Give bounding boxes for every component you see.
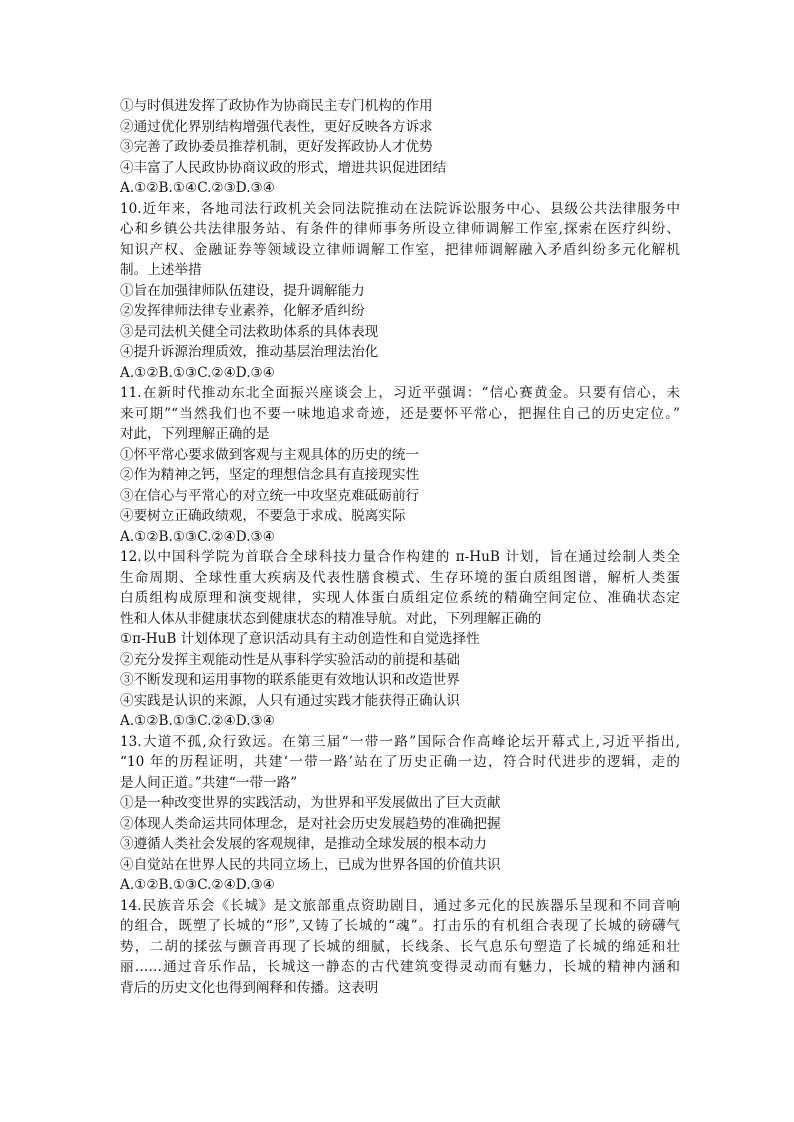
question-stem-line: 性和人体从非健康状态到健康状态的精准导航。对此，下列理解正确的: [120, 610, 542, 627]
question-stem-line: 势，二胡的揉弦与颤音再现了长城的细腻，长线条、长气息乐句塑造了长城的绵延和壮: [120, 938, 680, 955]
question-stem-line: 知识产权、金融证券等领域设立律师调解工作室，把律师调解融入矛盾纠纷多元化解机: [120, 241, 680, 258]
option: ②通过优化界别结构增强代表性，更好反映各方诉求: [120, 118, 433, 135]
question-12: [120, 547, 680, 732]
question-stem-line: 13.大道不孤,众行致远。在第三届“一带一路”国际合作高峰论坛开幕式上,习近平指出,: [120, 733, 680, 750]
option: ②充分发挥主观能动性是从事科学实验活动的前提和基础: [120, 651, 460, 668]
question-stem-line: 对此，下列理解正确的是: [120, 426, 270, 442]
option: ①旨在加强律师队伍建设，提升调解能力: [120, 282, 365, 299]
question-stem-line: 心和乡镇公共法律服务站、有条件的律师事务所设立律师调解工作室,探索在医疗纠纷、: [120, 221, 680, 237]
option: ③不断发现和运用事物的联系能更有效地认识和改造世界: [120, 672, 460, 688]
question-stem-line: 背后的历史文化也得到阐释和传播。这表明: [120, 979, 379, 996]
answer-choices: A.①②B.①③C.②④D.③④: [120, 713, 275, 729]
option: ③完善了政协委员推荐机制，更好发挥政协人才优势: [120, 139, 433, 155]
option: ④丰富了人民政协协商议政的形式，增进共识促进团结: [120, 159, 447, 176]
option: ②发挥律师法律专业素养，化解矛盾纠纷: [120, 303, 365, 319]
answer-choices: A.①②B.①③C.②④D.③④: [120, 528, 275, 545]
question-stem-line: 是人间正道。”共建“一带一路”: [120, 774, 298, 791]
question-stem-line: 制。上述举措: [120, 262, 202, 278]
exam-page: [120, 96, 680, 998]
option: ①是一种改变世界的实践活动，为世界和平发展做出了巨大贡献: [120, 795, 501, 811]
option: ③是司法机关健全司法救助体系的具体表现: [120, 323, 379, 340]
option: ③在信心与平常心的对立统一中攻坚克难砥砺前行: [120, 487, 420, 504]
question-10: [120, 199, 680, 384]
question-stem-line: 生命周期、全球性重大疾病及代表性膳食模式、生存环境的蛋白质组图谱，解析人类蛋: [120, 569, 680, 586]
question-stem-line: 来可期”“当然我们也不要一味地追求奇迹，还是要怀平常心，把握住自己的历史定位。”: [120, 405, 680, 422]
question-stem-line: “10 年的历程证明，共建‘一带一路’站在了历史正确一边，符合时代进步的逻辑，走的: [120, 754, 680, 770]
question-stem-line: 11.在新时代推动东北全面振兴座谈会上，习近平强调：“信心赛黄金。只要有信心，未: [120, 385, 680, 401]
option: ②作为精神之钙，坚定的理想信念具有直接现实性: [120, 467, 420, 483]
question-11: [120, 383, 680, 547]
question-stem-line: 的组合，既塑了长城的“形”,又铸了长城的“魂”。打击乐的有机组合表现了长城的磅礴气: [120, 918, 680, 934]
option: ③遵循人类社会发展的客观规律，是推动全球发展的根本动力: [120, 836, 488, 852]
question-stem-line: 丽……通过音乐作品，长城这一静态的古代建筑变得灵动而有魅力，长城的精神内涵和: [120, 959, 680, 975]
option: ④要树立正确政绩观，不要急于求成、脱离实际: [120, 508, 406, 524]
question-stem-line: 10.近年来，各地司法行政机关会同法院推动在法院诉讼服务中心、县级公共法律服务中: [120, 200, 680, 217]
option: ④提升诉源治理质效，推动基层治理法治化: [120, 344, 379, 360]
question-stem-line: 12.以中国科学院为首联合全球科技力量合作构建的 π-HuB 计划，旨在通过绘制人类全: [120, 549, 680, 565]
question-stem-line: 白质组构成原理和演变规律，实现人体蛋白质组定位系统的精确空间定位、准确状态定: [120, 590, 680, 606]
question-9-options: [120, 96, 680, 178]
option: ②体现人类命运共同体理念，是对社会历史发展趋势的准确把握: [120, 815, 501, 832]
question-13: [120, 732, 680, 896]
answer-choices: A.①②B.①③C.②④D.③④: [120, 364, 275, 381]
option: ①与时俱进发挥了政协作为协商民主专门机构的作用: [120, 98, 433, 114]
question-stem-line: 14.民族音乐会《长城》是文旅部重点资助剧目，通过多元化的民族器乐呈现和不同音响: [120, 897, 680, 914]
option: ④实践是认识的来源，人只有通过实践才能获得正确认识: [120, 692, 460, 709]
question-14: [120, 896, 680, 999]
option: ④自觉站在世界人民的共同立场上，已成为世界各国的价值共识: [120, 856, 501, 873]
answer-choices: A.①②B.①③C.②④D.③④: [120, 877, 275, 893]
answer-choices: A.①②B.①④C.②③D.③④: [120, 180, 275, 196]
option: ①怀平常心要求做到客观与主观具体的历史的统一: [120, 446, 420, 463]
option: ①π-HuB 计划体现了意识活动具有主动创造性和自觉选择性: [120, 631, 480, 647]
